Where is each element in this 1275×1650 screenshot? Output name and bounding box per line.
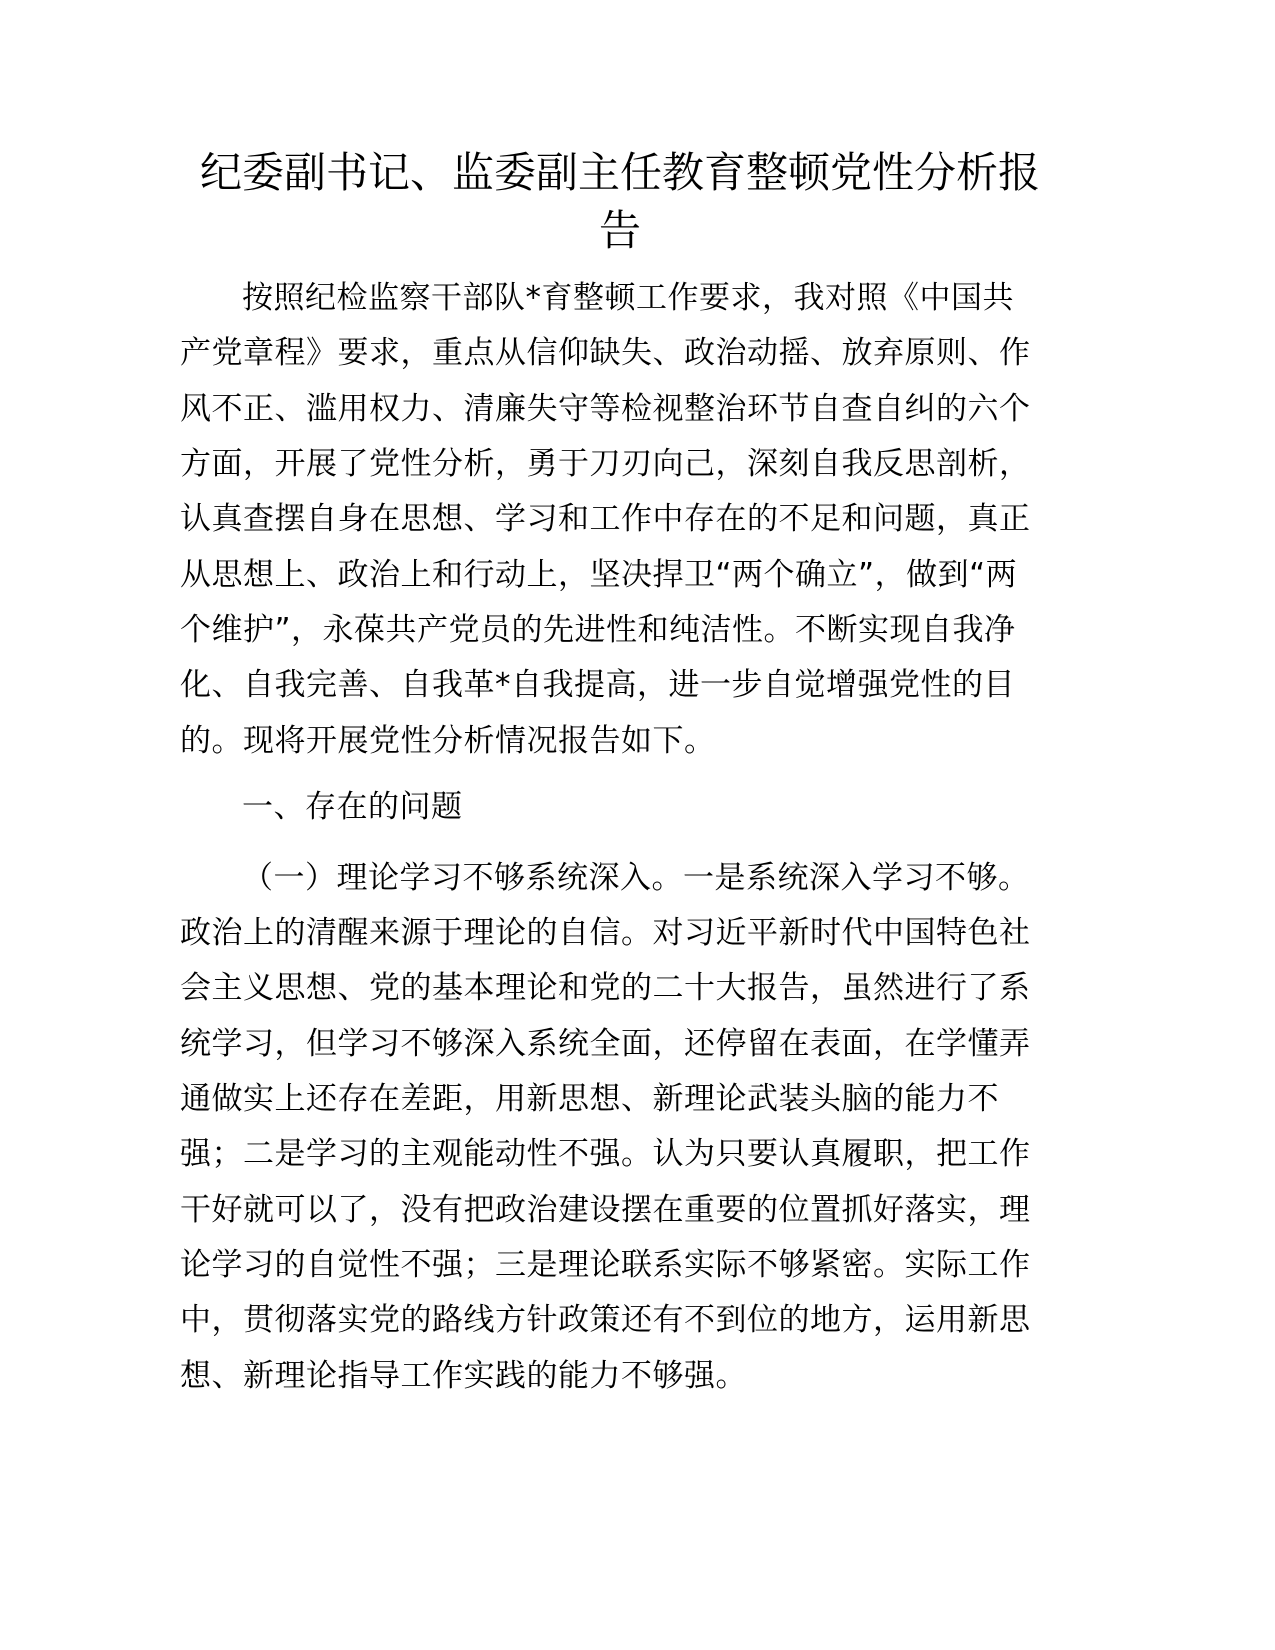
document-title-line-2: 告	[598, 206, 641, 255]
intro-paragraph-line: 方面，开展了党性分析，勇于刀刃向己，深刻自我反思剖析，	[180, 446, 1031, 482]
intro-paragraph-line: 个维护”，永葆共产党员的先进性和纯洁性。不断实现自我净	[180, 612, 1016, 648]
section-paragraph-line: 想、新理论指导工作实践的能力不够强。	[180, 1358, 747, 1394]
section-paragraph-line: 论学习的自觉性不强；三是理论联系实际不够紧密。实际工作	[180, 1247, 1031, 1283]
document-title-line-1: 纪委副书记、监委副主任教育整顿党性分析报	[199, 148, 1040, 197]
intro-paragraph-line: 按照纪检监察干部队*育整顿工作要求，我对照《中国共	[242, 280, 1014, 316]
section-paragraph-line: 干好就可以了，没有把政治建设摆在重要的位置抓好落实，理	[180, 1192, 1031, 1228]
section-paragraph-line: 强；二是学习的主观能动性不强。认为只要认真履职，把工作	[180, 1136, 1031, 1172]
section-paragraph-line: 政治上的清醒来源于理论的自信。对习近平新时代中国特色社	[180, 915, 1031, 951]
intro-paragraph-line: 从思想上、政治上和行动上，坚决捍卫“两个确立”，做到“两	[180, 557, 1018, 593]
intro-paragraph-line: 化、自我完善、自我革*自我提高，进一步自觉增强党性的目	[180, 667, 1015, 703]
intro-paragraph-line: 产党章程》要求，重点从信仰缺失、政治动摇、放弃原则、作	[180, 335, 1031, 371]
intro-paragraph-line: 风不正、滥用权力、清廉失守等检视整治环节自查自纠的六个	[180, 391, 1031, 427]
section-paragraph-line: （一）理论学习不够系统深入。一是系统深入学习不够。	[242, 860, 1030, 896]
section-paragraph-line: 中，贯彻落实党的路线方针政策还有不到位的地方，运用新思	[180, 1302, 1031, 1338]
section-paragraph-line: 统学习，但学习不够深入系统全面，还停留在表面，在学懂弄	[180, 1026, 1031, 1062]
section-heading: 一、存在的问题	[242, 789, 463, 825]
intro-paragraph-line: 认真查摆自身在思想、学习和工作中存在的不足和问题，真正	[180, 501, 1031, 537]
section-paragraph-line: 会主义思想、党的基本理论和党的二十大报告，虽然进行了系	[180, 970, 1031, 1006]
intro-paragraph-line: 的。现将开展党性分析情况报告如下。	[180, 723, 716, 759]
section-paragraph-line: 通做实上还存在差距，用新思想、新理论武装头脑的能力不	[180, 1081, 999, 1117]
